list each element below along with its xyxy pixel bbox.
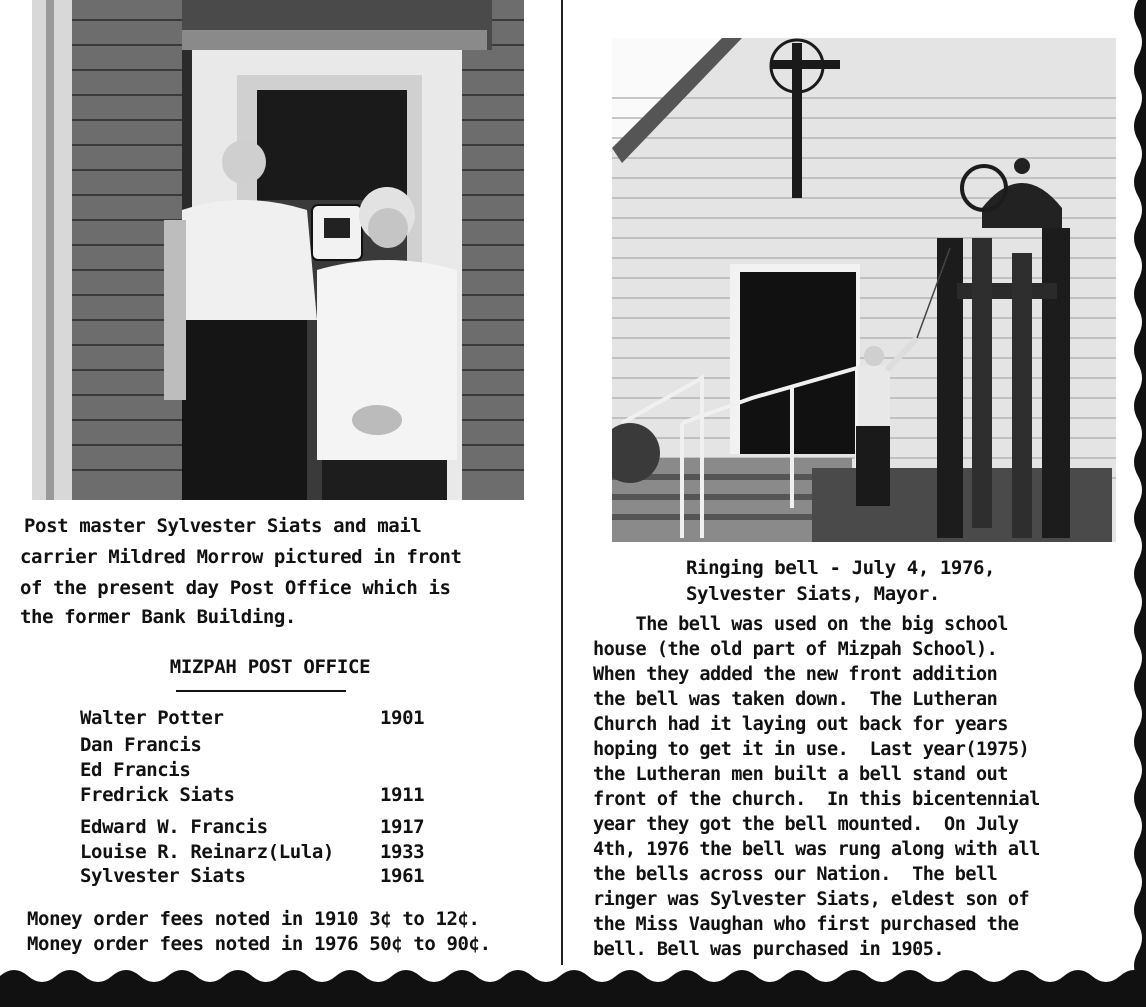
bell-story-line: Church had it laying out back for years xyxy=(593,714,1008,735)
title-underline xyxy=(176,690,346,692)
bell-story-line: ringer was Sylvester Siats, eldest son of xyxy=(593,889,1030,910)
column-divider xyxy=(561,0,563,965)
bell-story-line: the Miss Vaughan who first purchased the xyxy=(593,914,1019,935)
bell-caption-line-1: Ringing bell - July 4, 1976, xyxy=(686,557,996,579)
post-office-caption-line-4: the former Bank Building. xyxy=(20,606,296,628)
postmaster-row xyxy=(80,707,440,732)
postmaster-row xyxy=(80,865,440,890)
postmaster-name: Ed Francis xyxy=(80,759,191,781)
postmaster-row xyxy=(80,759,440,784)
post-office-photo xyxy=(32,0,524,500)
wavy-border-right xyxy=(1128,0,1146,1007)
postmaster-row xyxy=(80,734,440,759)
postmaster-year: 1933 xyxy=(380,841,425,863)
post-office-list-title: MIZPAH POST OFFICE xyxy=(169,656,371,678)
bell-story-line: the Lutheran men built a bell stand out xyxy=(593,764,1008,785)
wavy-border-bottom xyxy=(0,960,1146,1007)
postmaster-name: Walter Potter xyxy=(80,707,224,729)
post-office-caption-line-1: Post master Sylvester Siats and mail xyxy=(24,515,422,537)
bell-story-line: house (the old part of Mizpah School). xyxy=(593,639,998,660)
bell-story-line: hoping to get it in use. Last year(1975) xyxy=(593,739,1030,760)
fee-note-1976: Money order fees noted in 1976 50¢ to 90¢. xyxy=(27,933,491,955)
bell-caption-line-2: Sylvester Siats, Mayor. xyxy=(686,583,940,605)
bell-story-line: bell. Bell was purchased in 1905. xyxy=(593,939,945,960)
postmaster-name: Louise R. Reinarz(Lula) xyxy=(80,841,334,863)
postmaster-name: Sylvester Siats xyxy=(80,865,246,887)
postmaster-name: Dan Francis xyxy=(80,734,202,756)
postmaster-year: 1961 xyxy=(380,865,425,887)
postmaster-year: 1917 xyxy=(380,816,425,838)
postmaster-year: 1901 xyxy=(380,707,425,729)
bell-story-line: The bell was used on the big school xyxy=(593,614,1008,635)
post-office-caption-line-3: of the present day Post Office which is xyxy=(20,577,451,599)
postmaster-row xyxy=(80,841,440,866)
bell-story-line: the bells across our Nation. The bell xyxy=(593,864,998,885)
postmaster-row xyxy=(80,816,440,841)
postmaster-name: Edward W. Francis xyxy=(80,816,268,838)
bell-story-line: year they got the bell mounted. On July xyxy=(593,814,1019,835)
bell-story-line: the bell was taken down. The Lutheran xyxy=(593,689,998,710)
bell-story-line: 4th, 1976 the bell was rung along with all xyxy=(593,839,1040,860)
postmaster-row xyxy=(80,784,440,809)
fee-note-1910: Money order fees noted in 1910 3¢ to 12¢. xyxy=(27,908,480,930)
bell-story-line: front of the church. In this bicentennial xyxy=(593,789,1040,810)
post-office-caption-line-2: carrier Mildred Morrow pictured in front xyxy=(20,546,462,568)
postmaster-name: Fredrick Siats xyxy=(80,784,235,806)
postmaster-year: 1911 xyxy=(380,784,425,806)
bell-story-line: When they added the new front addition xyxy=(593,664,998,685)
church-bell-photo xyxy=(612,38,1116,542)
